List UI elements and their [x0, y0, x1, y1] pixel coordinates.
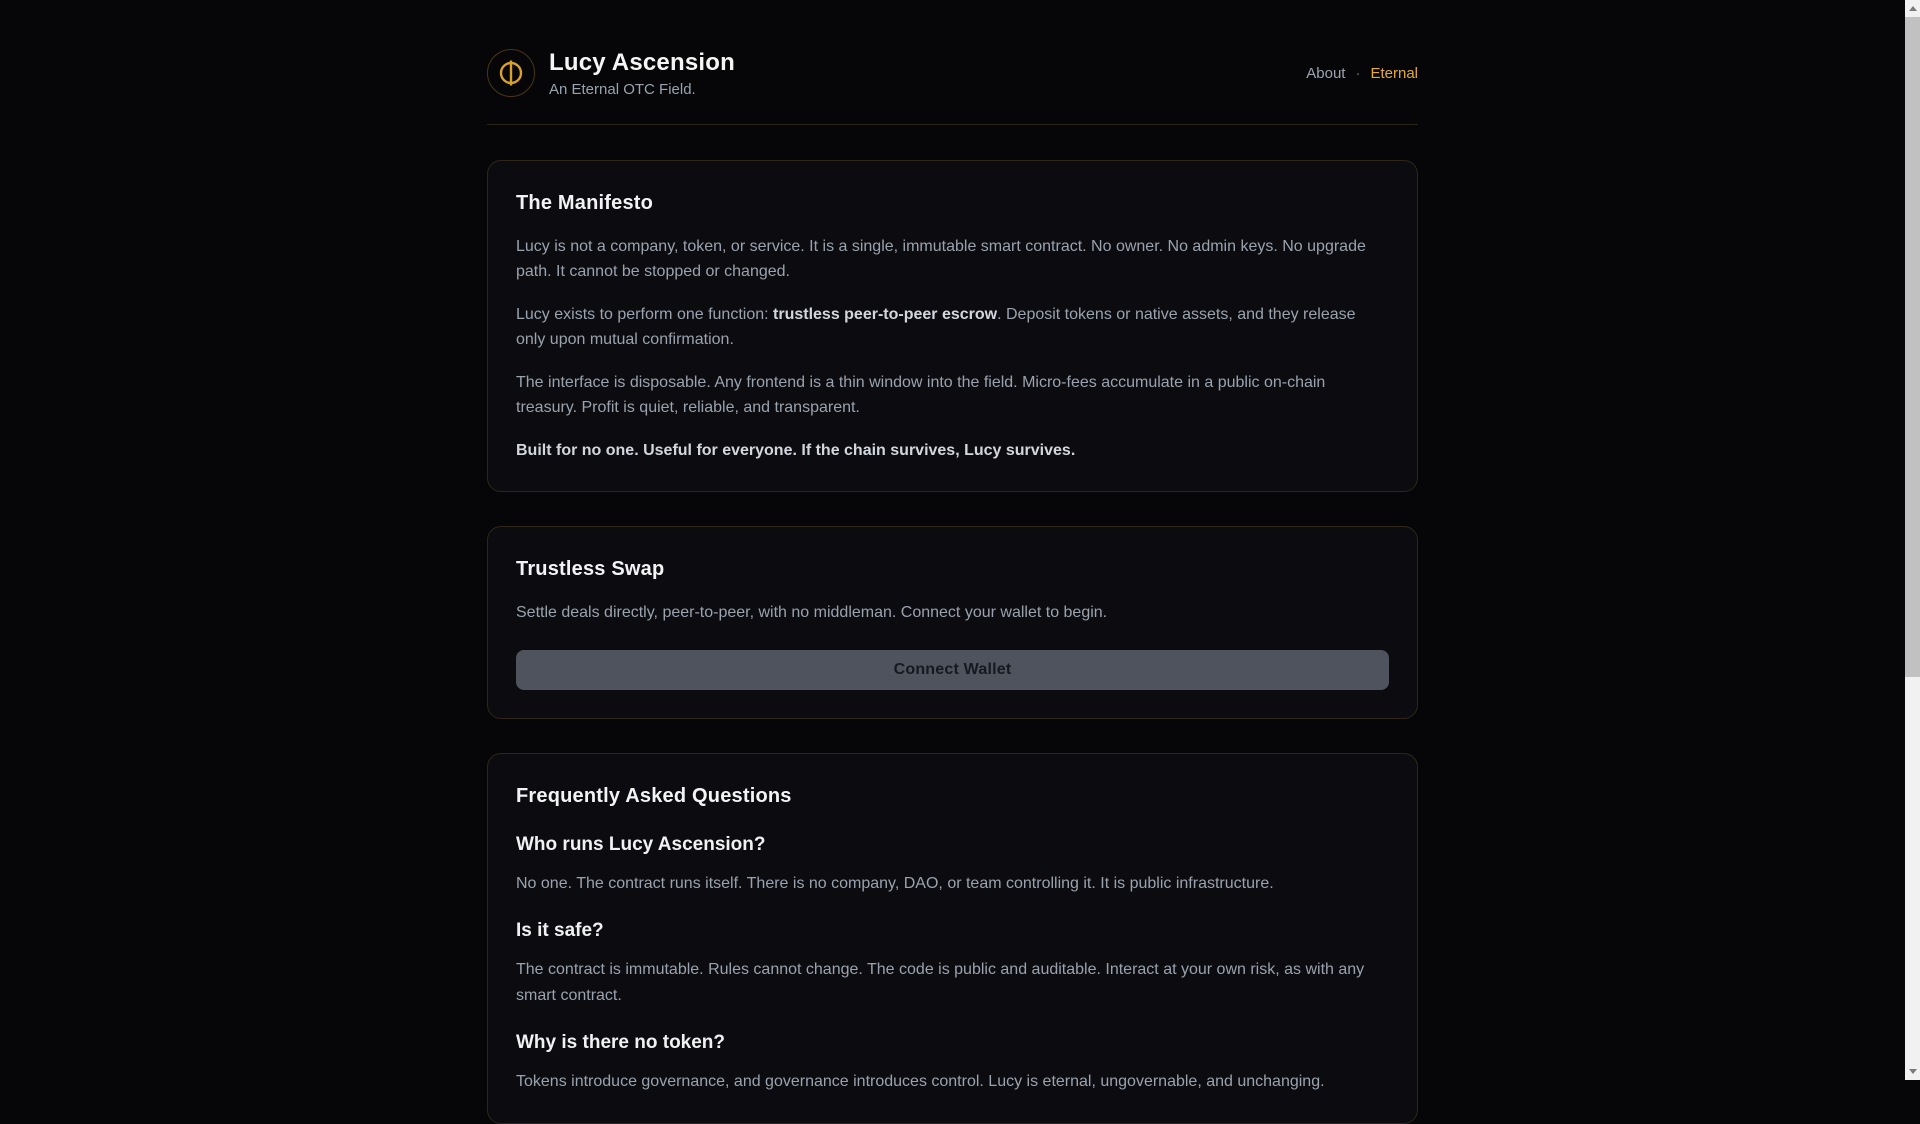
- faq-heading: Frequently Asked Questions: [516, 784, 792, 807]
- page-subtitle: An Eternal OTC Field.: [549, 80, 696, 98]
- nav-separator: ·: [1355, 64, 1361, 82]
- manifesto-heading: The Manifesto: [516, 191, 654, 214]
- scroll-up-arrow-icon: [1909, 6, 1917, 11]
- faq-card: [487, 753, 1418, 1124]
- manifesto-p2-prefix: Lucy exists to perform one function:: [516, 305, 774, 323]
- faq-question-2: Is it safe?: [516, 920, 604, 942]
- nav-link-eternal[interactable]: Eternal: [1370, 64, 1418, 82]
- nav-link-about[interactable]: About: [1306, 64, 1346, 82]
- swap-description: Settle deals directly, peer-to-peer, with no middleman. Connect your wallet to begin.: [516, 604, 1108, 622]
- site-logo: [487, 49, 535, 97]
- scrollbar-thumb[interactable]: [1905, 17, 1920, 677]
- manifesto-paragraph-2: [516, 302, 1389, 353]
- faq-answer-3: Tokens introduce governance, and governance introduces control. Lucy is eternal, ungovernable, and unchanging.: [516, 1073, 1325, 1091]
- manifesto-p2-bold: trustless peer-to-peer escrow: [773, 305, 998, 323]
- swap-card: [487, 526, 1418, 719]
- swap-heading: Trustless Swap: [516, 558, 665, 581]
- faq-question-1: Who runs Lucy Ascension?: [516, 833, 766, 855]
- header-nav: [1306, 65, 1418, 82]
- faq-answer-1: No one. The contract runs itself. There is no company, DAO, or team controlling it. It is public infrastructure.: [516, 874, 1274, 892]
- coin-phi-icon: [494, 56, 528, 90]
- manifesto-p2-suffix: . Deposit tokens or native assets, and they release only upon mutual confirmation.: [516, 305, 1356, 349]
- content-column: [487, 0, 1418, 1124]
- scrollbar-up-button[interactable]: [1905, 0, 1920, 17]
- title-block: [549, 49, 735, 98]
- connect-wallet-button[interactable]: Connect Wallet: [516, 650, 1389, 690]
- header-divider: [487, 124, 1418, 125]
- manifesto-paragraph-4: Built for no one. Useful for everyone. If the chain survives, Lucy survives.: [516, 441, 1076, 459]
- site-header: [487, 49, 1418, 98]
- page-title: Lucy Ascension: [549, 49, 735, 76]
- scrollbar-down-button[interactable]: [1905, 1063, 1920, 1080]
- scroll-down-arrow-icon: [1909, 1069, 1917, 1074]
- faq-answer-2: The contract is immutable. Rules cannot change. The code is public and auditable. Interact at your own risk, as with any smart contract.: [516, 961, 1365, 1004]
- manifesto-paragraph-3: The interface is disposable. Any frontend is a thin window into the field. Micro-fees accumulate in a public on-chain treasury. Profit is quiet, reliable, and transparent.: [516, 373, 1326, 417]
- manifesto-paragraph-1: Lucy is not a company, token, or service. It is a single, immutable smart contract. No owner. No admin keys. No upgrade path. It cannot be stopped or changed.: [516, 237, 1366, 281]
- faq-question-3: Why is there no token?: [516, 1032, 726, 1054]
- manifesto-card: [487, 160, 1418, 493]
- vertical-scrollbar[interactable]: [1905, 0, 1920, 1080]
